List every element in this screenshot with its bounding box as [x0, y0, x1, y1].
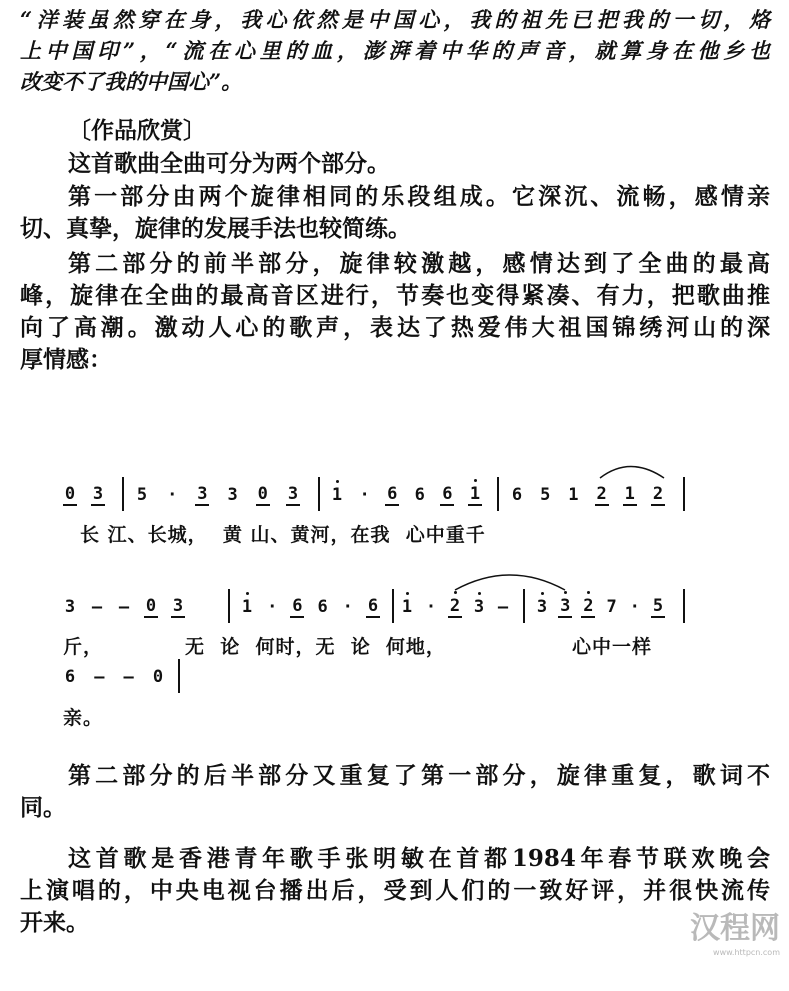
note: 3	[172, 596, 184, 616]
text-line: 切、真挚，旋律的发展手法也较简练。	[20, 215, 411, 242]
note: 5	[136, 485, 148, 505]
text-line: 上演唱的，中央电视台播出后，受到人们的一致好评，并很快流传	[20, 877, 770, 904]
text-line: “洋装虽然穿在身，我心依然是中国心，我的祖先已把我的一切，烙	[20, 7, 770, 32]
dash: —	[118, 597, 130, 617]
note: 0	[145, 596, 157, 616]
note: 6	[317, 597, 328, 617]
note: 6	[387, 484, 398, 504]
note: 1	[568, 485, 579, 505]
note: 6	[367, 596, 379, 616]
note: 5	[540, 485, 551, 505]
lyrics-line: 亲。	[63, 707, 104, 729]
note: 2	[583, 596, 594, 616]
text-line: 开来。	[20, 909, 89, 936]
measure	[240, 592, 380, 622]
text-line: 上中国印”，“流在心里的血，澎湃着中华的声音，就算身在他乡也	[20, 38, 770, 63]
note: 2	[449, 596, 461, 616]
note: 7	[606, 597, 617, 617]
text-line: 向了高潮。激动人心的歌声，表达了热爱伟大祖国锦绣河山的深	[20, 314, 770, 341]
dash: —	[94, 667, 105, 687]
note: 1	[241, 597, 253, 617]
text-line: 这首歌是香港青年歌手张明敏在首都1984年春节联欢晚会	[68, 845, 770, 872]
measure	[63, 480, 105, 510]
text-line: 峰，旋律在全曲的最高音区进行，节奏也变得紧凑、有力，把歌曲推	[20, 282, 770, 309]
dot: ·	[167, 485, 178, 505]
note: 3	[473, 597, 485, 617]
text-line: 厚情感：	[20, 346, 112, 373]
text-line: 第二部分的前半部分，旋律较激越，感情达到了全曲的最高	[68, 250, 770, 277]
note: 3	[92, 484, 104, 504]
dash: —	[497, 597, 509, 617]
note: 0	[152, 667, 164, 687]
note: 0	[257, 484, 268, 504]
lyrics-line: 长 江、长城， 黄 山、黄河，在我 心中重千	[80, 524, 486, 546]
barline	[178, 659, 180, 693]
dot: ·	[425, 597, 437, 617]
note: 6	[414, 485, 425, 505]
note: 6	[511, 485, 523, 505]
dot: ·	[267, 597, 278, 617]
text-line: 第一部分由两个旋律相同的乐段组成。它深沉、流畅，感情亲	[68, 183, 770, 210]
note: 3	[197, 484, 208, 504]
note: 3	[227, 485, 238, 505]
dot: ·	[629, 597, 640, 617]
lyrics-line: 心中一样	[572, 636, 653, 658]
note: 1	[331, 485, 343, 505]
note: 1	[624, 484, 635, 504]
text-line: 同。	[20, 794, 66, 821]
note: 6	[292, 596, 303, 616]
watermark-url: www.httpcn.com	[713, 948, 780, 957]
note: 2	[652, 484, 664, 504]
barline	[683, 477, 685, 511]
measure	[63, 662, 165, 692]
measure	[400, 592, 510, 622]
slur	[600, 467, 664, 479]
note: 3	[287, 484, 299, 504]
measure	[135, 480, 300, 510]
text-line: 改变不了我的中国心”。	[20, 69, 243, 94]
slur	[455, 575, 565, 590]
note: 3	[560, 596, 571, 616]
dot: ·	[342, 597, 353, 617]
dash: —	[91, 597, 103, 617]
note: 1	[401, 597, 413, 617]
barline	[683, 589, 685, 623]
note: 2	[596, 484, 607, 504]
paragraph: 这首歌曲全曲可分为两个部分。	[68, 150, 390, 177]
note: 5	[652, 596, 664, 616]
barline	[318, 477, 320, 511]
note: 3	[536, 597, 548, 617]
measure	[510, 480, 665, 510]
barline	[497, 477, 499, 511]
watermark-title: 汉程网	[690, 911, 780, 946]
watermark-logo	[640, 912, 780, 958]
note: 3	[64, 597, 76, 617]
lyrics-line: 斤，	[63, 636, 104, 658]
barline	[392, 589, 394, 623]
barline	[523, 589, 525, 623]
dash: —	[123, 667, 134, 687]
note: 6	[64, 667, 76, 687]
note: 6	[442, 484, 453, 504]
barline	[228, 589, 230, 623]
note: 1	[469, 484, 481, 504]
measure	[330, 480, 482, 510]
dot: ·	[359, 485, 370, 505]
text-line: 第二部分的后半部分又重复了第一部分，旋律重复，歌词不	[68, 762, 770, 789]
lyrics-line: 无 论 何时，无 论 何地，	[185, 636, 446, 658]
note: 0	[64, 484, 76, 504]
measure	[535, 592, 665, 622]
measure	[63, 592, 185, 622]
barline	[122, 477, 124, 511]
section-heading: 〔作品欣赏〕	[68, 117, 206, 144]
